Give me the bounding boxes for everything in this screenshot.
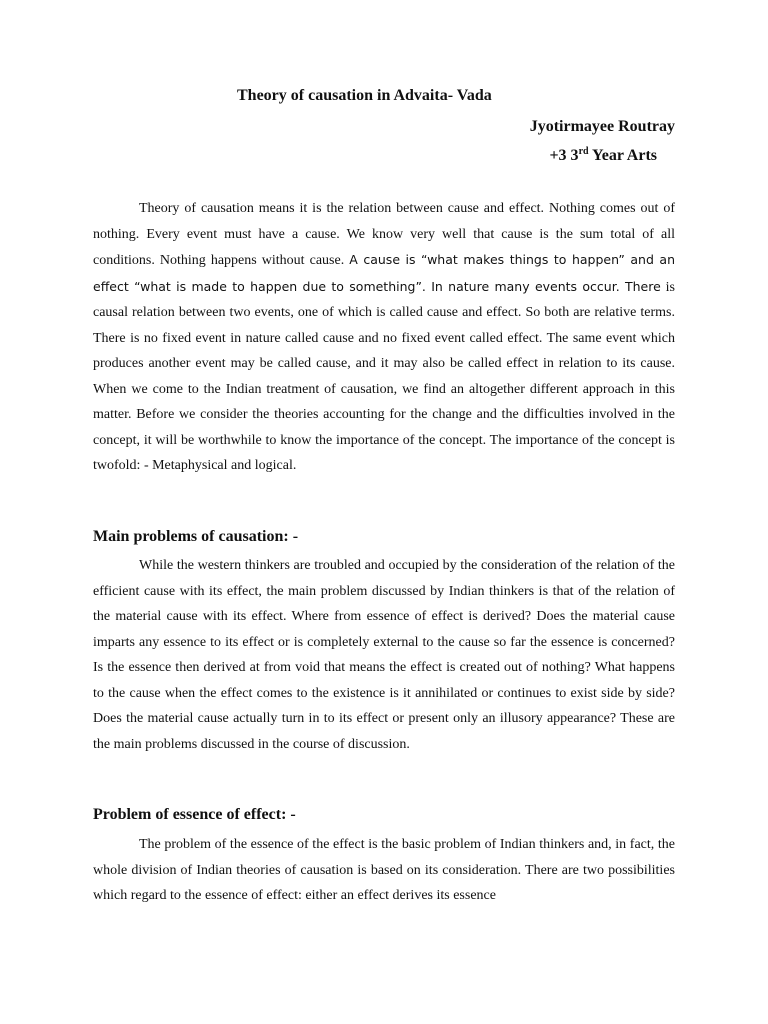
intro-paragraph [93,196,675,479]
class-prefix: +3 3 [549,147,579,164]
class-suffix: Year Arts [588,147,657,164]
class-superscript: rd [578,146,589,157]
intro-text-b: A cause is “what makes things to happen” and an effect “what is made to happen due to something”. In nature many events occur. There [93,252,675,294]
intro-text-a: Theory of causation means it is the relation between cause and effect. Nothing comes out of nothing. Every event must have a cause. We know very well that cause is the sum total of all conditions. Nothing happens without cause. [93,201,675,268]
author-name: Jyotirmayee Routray [529,118,675,135]
document-title: Theory of causation in Advaita- Vada [237,87,492,104]
main-problems-heading: Main problems of causation: - [93,528,299,545]
main-problems-paragraph: While the western thinkers are troubled and occupied by the consideration of the relation of the efficient cause with its effect, the main problem discussed by Indian thinkers is that of the relation of the material cause with its effect. Where from essence of effect is derived? Does the material cause imparts any essence to its effect or is completely external to the cause so far the essence is concerned? Is the essence then derived at from void that means the effect is created out of nothing? What happens to the cause when the effect comes to the existence is it annihilated or continues to exist side by side? Does the material cause actually turn in to its effect or present only an illusory appearance? These are the main problems discussed in the course of discussion. [93,558,675,752]
intro-text-c: is causal relation between two events, one of which is called cause and effect. So both are relative terms. There is no fixed event in nature called cause and no fixed event called effect. The same event which produces another event may be called cause, and it may also be called effect in relation to its cause. When we come to the Indian treatment of causation, we find an altogether different approach in this matter. Before we consider the theories accounting for the change and the difficulties involved in the concept, it will be worthwhile to know the importance of the concept. The importance of the concept is twofold: - Metaphysical and logical. [93,279,676,473]
essence-heading: Problem of essence of effect: - [93,806,296,823]
class-info [549,147,657,165]
essence-paragraph: The problem of the essence of the effect is the basic problem of Indian thinkers and, in fact, the whole division of Indian theories of causation is based on its consideration. There are two possibilities which regard to the essence of effect: either an effect derives its essence [93,837,675,903]
